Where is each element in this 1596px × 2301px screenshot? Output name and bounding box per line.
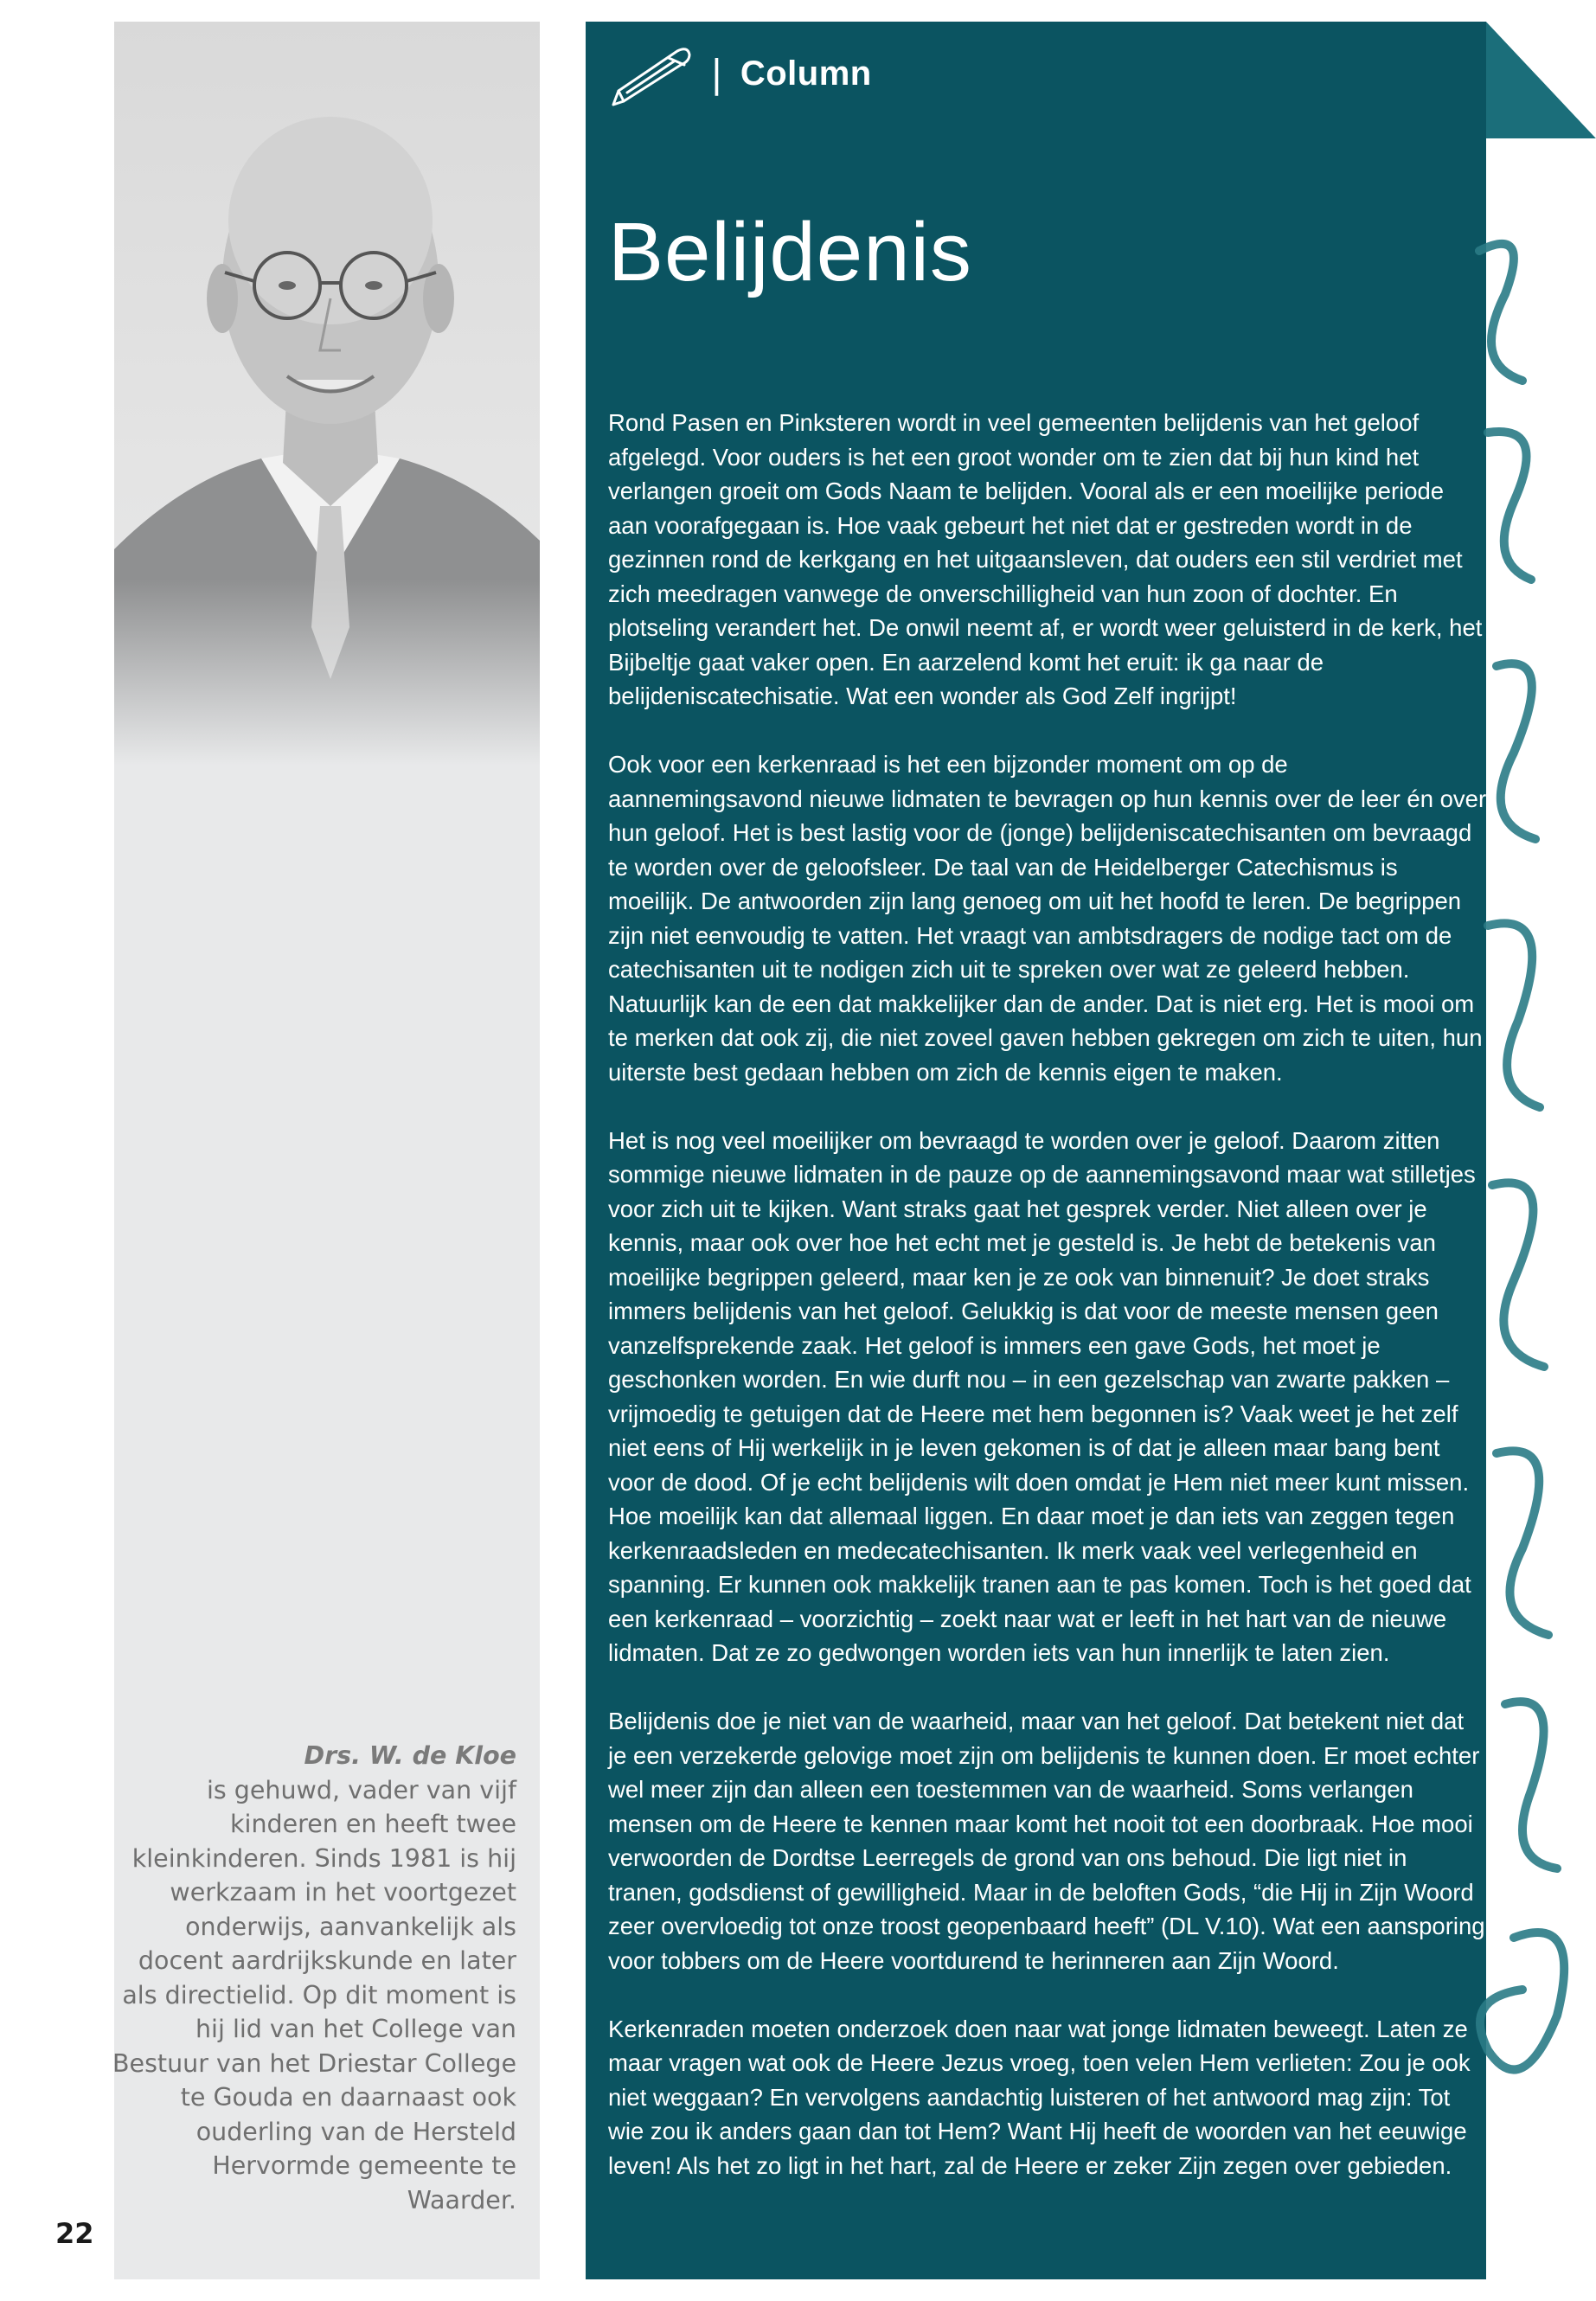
author-bio-text: is gehuwd, vader van vijf kinderen en heeft twee kleinkinderen. Sinds 1981 is hij werkzaam in het voortgezet onderwijs, aanvankelijk als docent aardrijkskunde en later als directielid. Op dit moment is hij lid van het College van Bestuur van het Driestar College te Gouda en daarnaast ook ouderling van de Hersteld Hervormde gemeente te Waarder. xyxy=(112,1775,516,2214)
pen-icon xyxy=(608,39,695,108)
sidebar xyxy=(114,22,540,2279)
article-title: Belijdenis xyxy=(608,206,972,299)
author-photo xyxy=(114,22,540,766)
section-header xyxy=(608,39,872,108)
page-number: 22 xyxy=(55,2217,94,2250)
section-label: Column xyxy=(740,54,872,93)
section-divider: | xyxy=(710,51,723,96)
page-corner-fold xyxy=(1486,22,1596,138)
author-portrait-image xyxy=(114,22,540,766)
margin-strip xyxy=(1486,138,1596,2279)
article-paragraph: Belijdenis doe je niet van de waarheid, maar van het geloof. Dat betekent niet dat je een verzekerde gelovige moet zijn om belijdenis te kunnen doen. Er moet echter wel meer zijn dan alleen een toestemmen van de waarheid. Soms verlangen mensen om de Heere te kennen maar komt het nooit tot een doorbraak. Hoe mooi verwoorden de Dordtse Leerregels de grond van ons behoud. Die ligt niet in tranen, godsdienst of gewilligheid. Maar in de beloften Gods, “die Hij in Zijn Woord zeer overvloedig tot onze troost geopenbaard heeft” (DL V.10). Wat een aansporing voor tobbers om de Heere voortdurend te herinneren aan Zijn Woord. xyxy=(608,1708,1485,1974)
article-body xyxy=(608,406,1487,2217)
article-paragraph: Kerkenraden moeten onderzoek doen naar wat jonge lidmaten beweegt. Laten ze maar vragen wat ook de Heere Jezus vroeg, toen velen Hem verlieten: Zou je ook niet weggaan? En vervolgens aandachtig luisteren of het antwoord mag zijn: Tot wie zou ik anders gaan dan tot Hem? Want Hij heeft de woorden van het eeuwige leven! Als het zo ligt in het hart, zal de Heere er zeker Zijn zegen over gebieden. xyxy=(608,2015,1471,2179)
article-paragraph: Ook voor een kerkenraad is het een bijzonder moment om op de aannemingsavond nieuwe lidmaten te bevragen op hun kennis over de leer én over hun geloof. Het is best lastig voor de (jonge) belijdeniscatechisanten om bevraagd te worden over de geloofsleer. De taal van de Heidelberger Catechismus is moeilijk. De antwoorden zijn lang genoeg om uit het hoofd te leren. De begrippen zijn niet eenvoudig te vatten. Het vraagt van ambtsdragers de nodige tact om de catechisanten uit te nodigen zich uit te spreken over wat ze geleerd hebben. Natuurlijk kan de een dat makkelijker dan de ander. Dat is niet erg. Het is mooi om te merken dat ook zij, die niet zoveel gaven hebben gekregen om zich te uiten, hun uiterste best gedaan hebben om zich de kennis eigen te maken. xyxy=(608,751,1487,1086)
article-paragraph: Het is nog veel moeilijker om bevraagd te worden over je geloof. Daarom zitten sommige nieuwe lidmaten in de pauze op de aannemingsavond maar wat stilletjes voor zich uit te kijken. Want straks gaat het gesprek verder. Niet alleen over je kennis, maar ook over hoe het echt met je gesteld is. Je hebt de betekenis van moeilijke begrippen geleerd, maar ken je ze ook van binnenuit? Je doet straks immers belijdenis van het geloof. Gelukkig is dat voor de meeste mensen geen vanzelfsprekende zaak. Het geloof is immers een gave Gods, het moet je geschonken worden. En wie durft nou – in een gezelschap van zwarte pakken – vrijmoedig te getuigen dat de Heere met hem begonnen is? Vaak weet je het zelf niet eens of Hij werkelijk in je leven gekomen is of dat je alleen maar bang bent voor de dood. Of je echt belijdenis wilt doen omdat je Hem niet meer kunt missen. Hoe moeilijk kan dat allemaal liggen. En daar moet je dan iets van zeggen tegen kerkenraadsleden en medecatechisanten. Ik merk vaak veel verlegenheid en spanning. Er kunnen ook makkelijk tranen aan te pas komen. Toch is het goed dat een kerkenraad – voorzichtig – zoekt naar wat er leeft in het hart van de nieuwe lidmaten. Dat ze zo gedwongen worden iets van hun innerlijk te laten zien. xyxy=(608,1126,1476,1666)
author-name: Drs. W. de Kloe xyxy=(304,1741,516,1770)
article-paragraph: Rond Pasen en Pinksteren wordt in veel gemeenten belijdenis van het geloof afgelegd. Voor ouders is het een groot wonder om te zien dat bij hun kind het verlangen groeit om Gods Naam te belijden. Vooral als er een moeilijke periode aan voorafgegaan is. Hoe vaak gebeurt het niet dat er gestreden wordt in de gezinnen rond de kerkgang en het uitgaansleven, dat ouders een stil verdriet met zich meedragen vanwege de onverschilligheid van hun zoon of dochter. En plotseling verandert het. De onwil neemt af, er wordt weer geluisterd in de kerk, het Bijbeltje gaat vaker open. En aarzelend komt het eruit: ik ga naar de belijdeniscatechisatie. Wat een wonder als God Zelf ingrijpt! xyxy=(608,409,1483,709)
author-bio xyxy=(110,1739,516,2217)
